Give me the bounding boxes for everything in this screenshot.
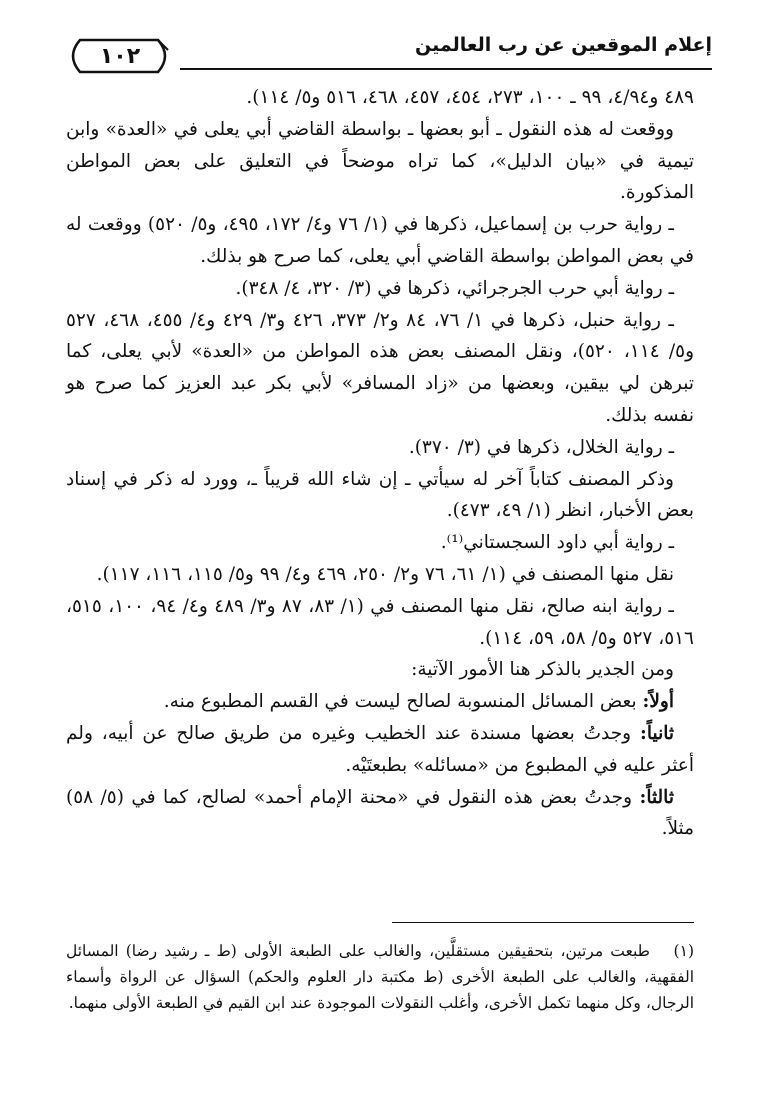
point-lead: ثانياً: — [640, 722, 674, 744]
point-lead: أولاً: — [642, 691, 674, 713]
paragraph: وذكر المصنف كتاباً آخر له سيأتي ـ إن شاء الله قريباً ـ، وورد له ذكر في إسناد بعض الأخبار، انظر (١/ ٤٩، ٤٧٣). — [66, 468, 694, 522]
paragraph: ٤٨٩ و٤/٩٤، ٩٩ ـ ١٠٠، ٢٧٣، ٤٥٤، ٤٥٧، ٤٦٨، ٥١٦ و٥/ ١١٤). — [246, 87, 694, 108]
footnote-marker: (١) — [673, 942, 694, 960]
point-text: وجدتُ بعضها مسندة عند الخطيب وغيره من طريق صالح عن أبيه، ولم أعثر عليه في المطبوع من «مسائله» بطبعتَيْه. — [66, 722, 694, 776]
paragraph: ـ رواية الخلال، ذكرها في (٣/ ٣٧٠). — [408, 436, 674, 458]
footnote — [66, 938, 694, 1016]
paragraph: ـ رواية حنبل، ذكرها في ١/ ٧٦، ٨٤ و٢/ ٣٧٣، ٤٢٦ و٣/ ٤٢٩ و٤/ ٤٥٥، ٤٦٨، ٥٢٧ و٥/ ١١٤، ٥٢٠)، ونقل المصنف بعض هذه المواطن من «العدة» لأبي يعلى، كما تبرهن لي بيقين، وبعضها من «زاد المسافر» لأبي بكر عبد العزيز كما صرح هو نفسه بذلك. — [66, 309, 694, 426]
paragraph: ـ رواية ابنه صالح، نقل منها المصنف في (١/ ٨٣، ٨٧ و٣/ ٤٨٩ و٤/ ٩٤، ١٠٠، ٥١٥، ٥١٦، ٥٢٧ و٥/ ٥٨، ٥٩، ١١٤). — [66, 595, 694, 649]
paragraph: ـ رواية أبي حرب الجرجرائي، ذكرها في (٣/ ٣٢٠، ٤/ ٣٤٨). — [235, 277, 674, 299]
paragraph: نقل منها المصنف في (١/ ٦١، ٧٦ و٢/ ٢٥٠، ٤٦٩ و٤/ ٩٩ و٥/ ١١٥، ١١٦، ١١٧). — [96, 563, 674, 585]
numbered-point — [66, 686, 694, 718]
numbered-point — [66, 782, 694, 846]
page-number-badge — [60, 36, 178, 76]
page-header — [60, 20, 712, 72]
page-number: ١٠٢ — [99, 44, 141, 69]
point-lead: ثالثاً: — [639, 786, 674, 808]
numbered-point — [66, 718, 694, 782]
main-text — [66, 82, 694, 845]
running-title: إعلام الموقعين عن رب العالمين — [415, 34, 712, 56]
paragraph: ووقعت له هذه النقول ـ أبو بعضها ـ بواسطة القاضي أبي يعلى في «العدة» وابن تيمية في «بيان الدليل»، كما تراه موضحاً في التعليق على بعض المواطن المذكورة. — [66, 118, 694, 204]
header-rule — [180, 68, 712, 70]
point-text: وجدتُ بعض هذه النقول في «محنة الإمام أحمد» لصالح، كما في (٥/ ٥٨) مثلاً. — [66, 786, 694, 840]
footnote-separator — [392, 922, 694, 923]
paragraph: ـ رواية أبي داود السجستاني⁽¹⁾. — [440, 532, 674, 554]
point-text: بعض المسائل المنسوبة لصالح ليست في القسم المطبوع منه. — [163, 691, 637, 713]
paragraph: ومن الجدير بالذكر هنا الأمور الآتية: — [411, 659, 674, 681]
footnote-text: طبعت مرتين، بتحقيقين مستقلَّين، والغالب على الطبعة الأولى (ط ـ رشيد رضا) المسائل الفقهية، والغالب على الطبعة الأخرى (ط مكتبة دار العلوم والحكم) السؤال عن الرواة وأسماء الرجال، وكل منهما تكمل الأخرى، وأغلب النقولات الموجودة عند ابن القيم في الطبعة الأولى منهما. — [66, 942, 694, 1012]
footnote-paragraph — [66, 938, 694, 1016]
paragraph: ـ رواية حرب بن إسماعيل، ذكرها في (١/ ٧٦ و٤/ ١٧٢، ٤٩٥، و٥/ ٥٢٠) ووقعت له في بعض المواطن بواسطة القاضي أبي يعلى، كما صرح هو بذلك. — [66, 214, 694, 267]
